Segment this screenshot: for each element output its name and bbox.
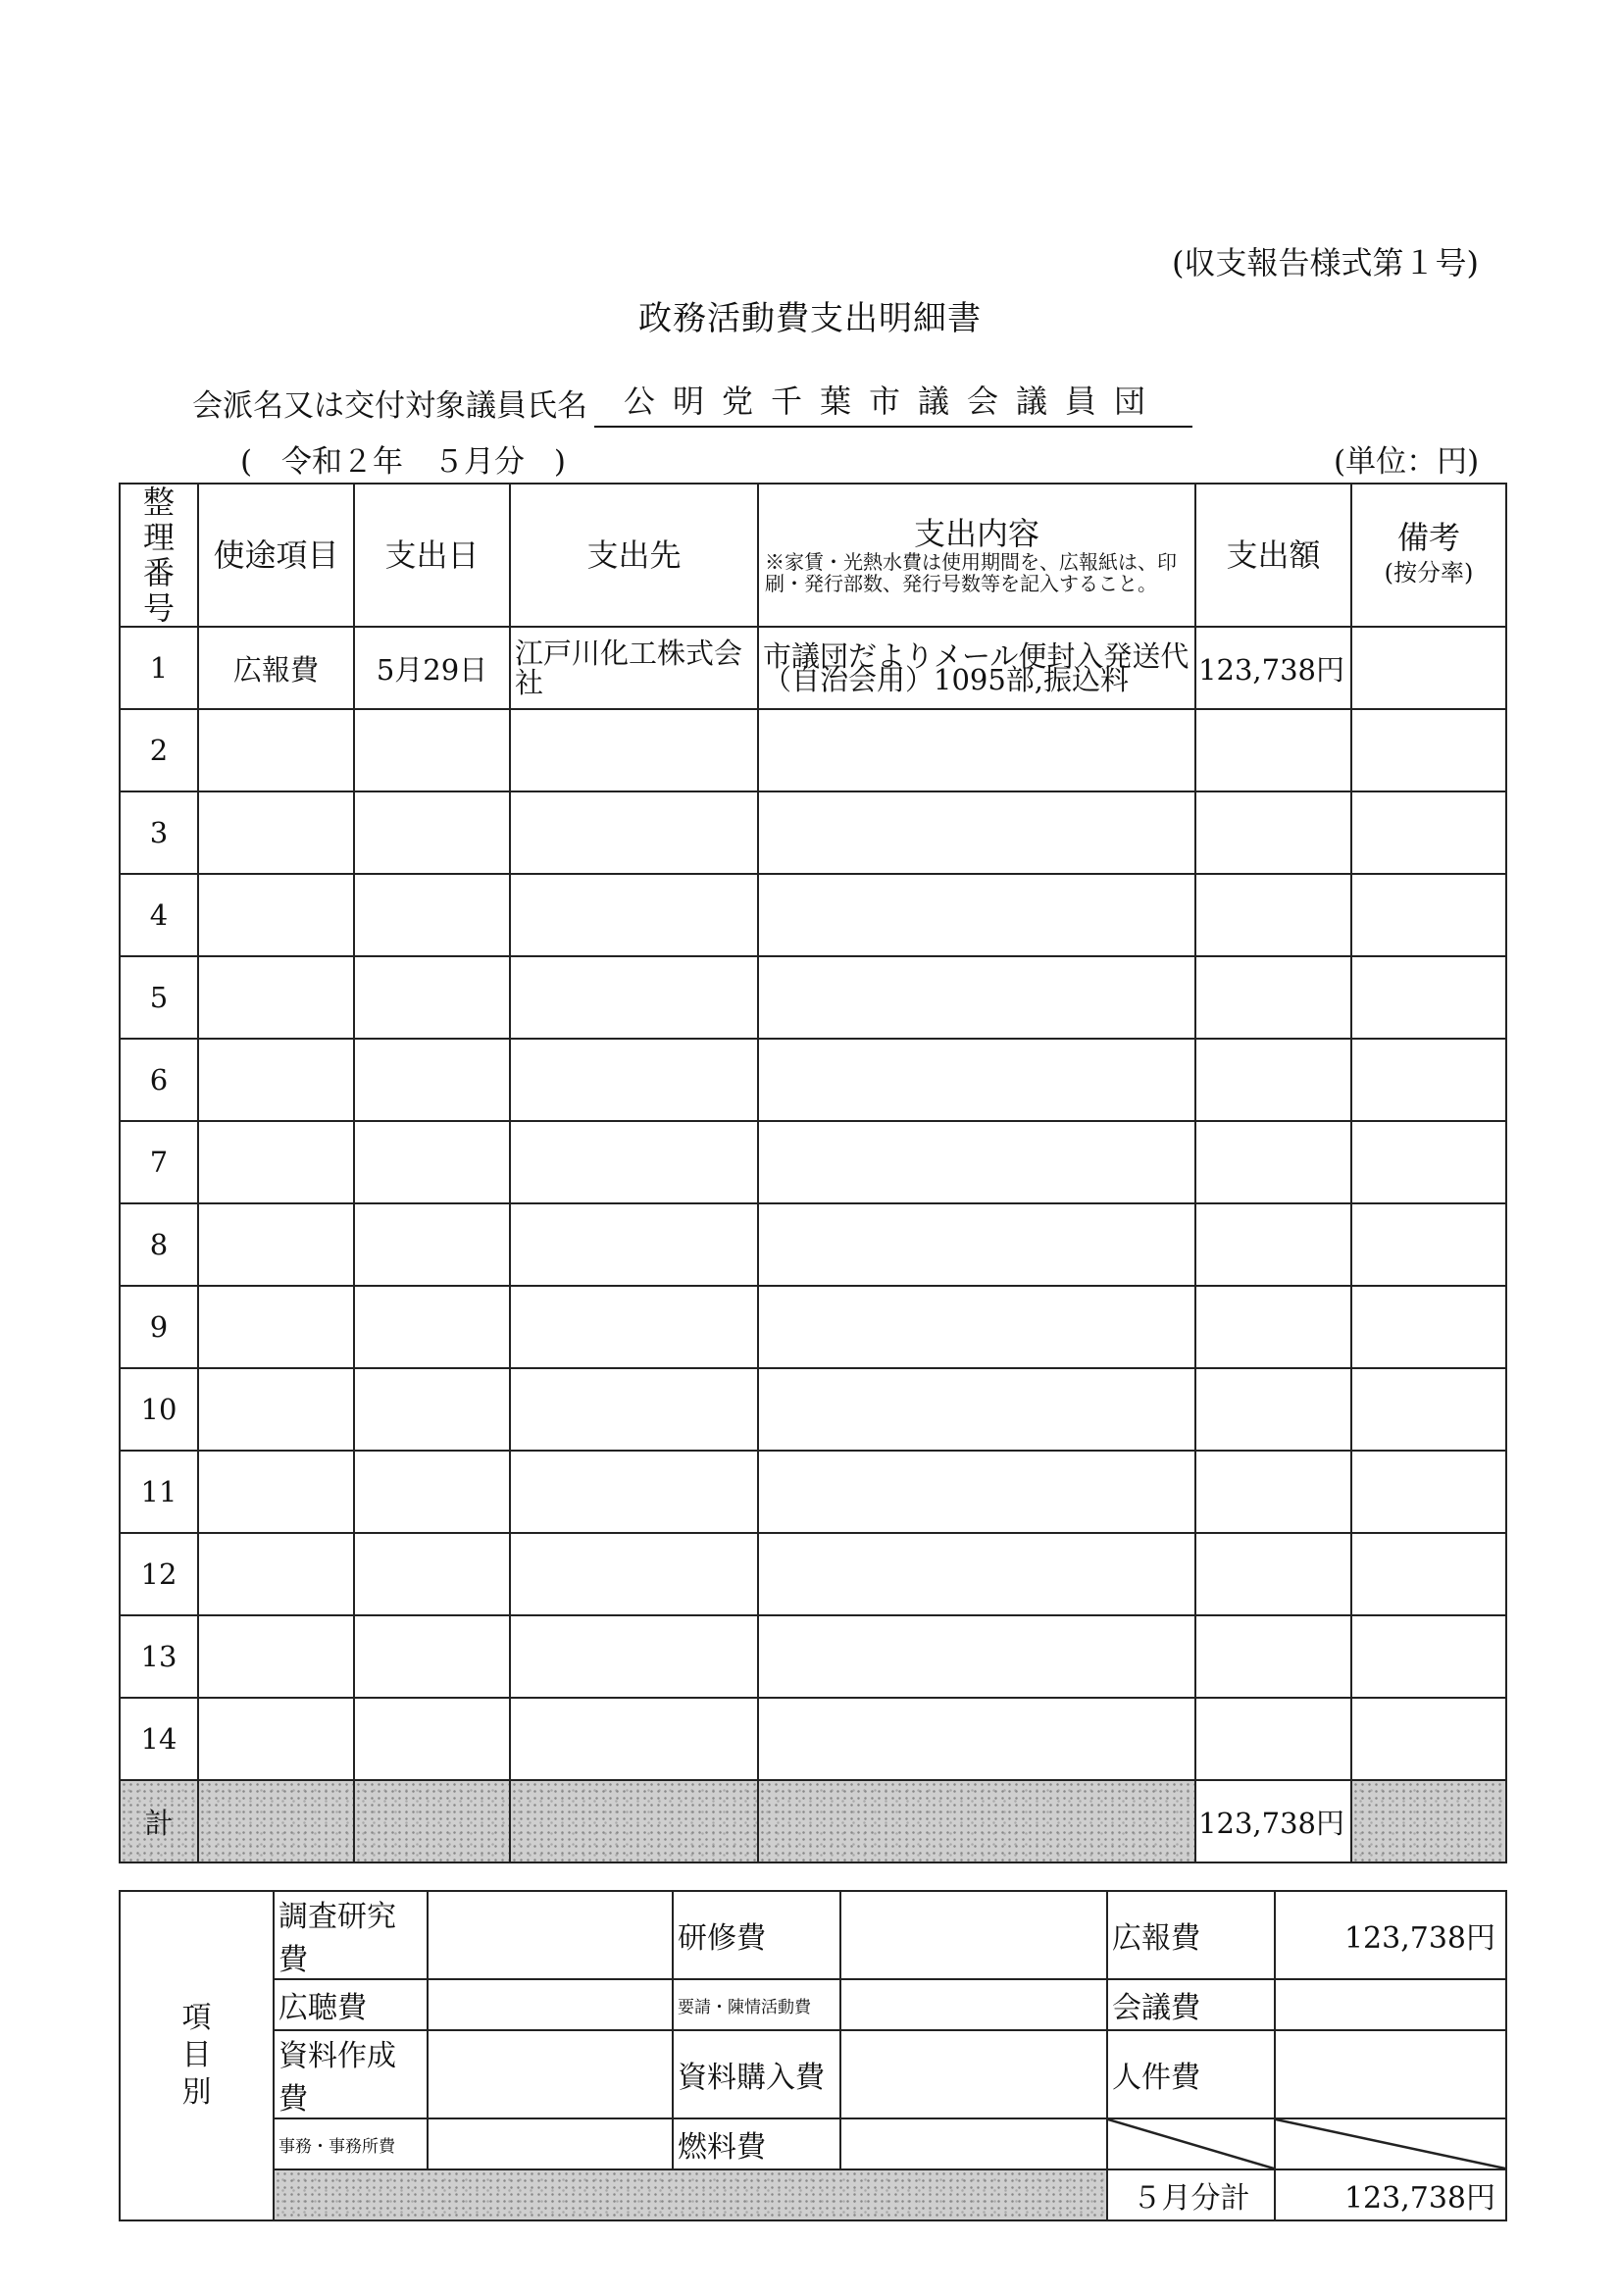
row-purpose (198, 1039, 354, 1121)
table-row (120, 1615, 1506, 1698)
summary-label: 資料作成費 (274, 2030, 428, 2118)
row-number: 9 (120, 1286, 198, 1368)
period-close: ) (553, 444, 566, 480)
row-purpose (198, 1615, 354, 1698)
summary-value: 123,738円 (1275, 1891, 1506, 1979)
row-payee (510, 1698, 758, 1780)
summary-label: 広聴費 (274, 1979, 428, 2030)
row-date (354, 791, 510, 874)
row-remarks (1351, 1533, 1506, 1615)
table-row (120, 791, 1506, 874)
row-remarks (1351, 1286, 1506, 1368)
row-payee (510, 874, 758, 956)
row-remarks (1351, 709, 1506, 791)
row-number: 11 (120, 1451, 198, 1533)
row-date (354, 1698, 510, 1780)
summary-value (840, 2030, 1107, 2118)
row-date (354, 1451, 510, 1533)
table-row (120, 1368, 1506, 1451)
summary-label: 調査研究費 (274, 1891, 428, 1979)
header-purpose: 使途項目 (198, 484, 354, 627)
summary-row (120, 2118, 1506, 2169)
row-purpose: 広報費 (198, 627, 354, 709)
total-blank (354, 1780, 510, 1862)
row-remarks (1351, 1615, 1506, 1698)
row-content (758, 874, 1195, 956)
table-row (120, 956, 1506, 1039)
summary-value (1275, 2030, 1506, 2118)
total-label: 計 (120, 1780, 198, 1862)
row-amount (1195, 1203, 1351, 1286)
header-amount: 支出額 (1195, 484, 1351, 627)
row-remarks (1351, 956, 1506, 1039)
row-purpose (198, 1533, 354, 1615)
row-number: 1 (120, 627, 198, 709)
row-amount (1195, 1451, 1351, 1533)
row-date (354, 1039, 510, 1121)
row-remarks (1351, 874, 1506, 956)
summary-value (428, 2030, 673, 2118)
summary-row (120, 2030, 1506, 2118)
table-row (120, 709, 1506, 791)
table-row (120, 874, 1506, 956)
row-purpose (198, 709, 354, 791)
row-amount: 123,738円 (1195, 627, 1351, 709)
row-purpose (198, 791, 354, 874)
row-number: 7 (120, 1121, 198, 1203)
form-number: (収支報告様式第１号) (1172, 244, 1479, 281)
row-number: 6 (120, 1039, 198, 1121)
summary-label: 燃料費 (673, 2118, 840, 2169)
header-date: 支出日 (354, 484, 510, 627)
header-content-note: ※家賃・光熱水費は使用期間を、広報紙は、印刷・発行部数、発行号数等を記入すること。 (765, 550, 1177, 595)
row-amount (1195, 1039, 1351, 1121)
table-row (120, 1286, 1506, 1368)
row-payee (510, 1451, 758, 1533)
row-content (758, 1203, 1195, 1286)
row-amount (1195, 791, 1351, 874)
table-header-row (120, 484, 1506, 627)
row-amount (1195, 956, 1351, 1039)
summary-total-row (120, 2169, 1506, 2220)
header-content-label: 支出内容 (913, 515, 1039, 552)
total-amount: 123,738円 (1195, 1780, 1351, 1862)
row-purpose (198, 956, 354, 1039)
total-blank (1351, 1780, 1506, 1862)
row-payee (510, 1533, 758, 1615)
summary-value (428, 1979, 673, 2030)
row-remarks (1351, 1368, 1506, 1451)
row-date (354, 1615, 510, 1698)
summary-label: 研修費 (673, 1891, 840, 1979)
row-payee (510, 709, 758, 791)
total-row (120, 1780, 1506, 1862)
summary-shaded-blank (274, 2169, 1107, 2220)
table-row (120, 1121, 1506, 1203)
summary-table (119, 1890, 1507, 2221)
total-blank (758, 1780, 1195, 1862)
row-content (758, 1368, 1195, 1451)
summary-value (840, 1891, 1107, 1979)
row-remarks (1351, 1698, 1506, 1780)
month-total-label: ５月分計 (1107, 2169, 1275, 2220)
row-remarks (1351, 1451, 1506, 1533)
row-content (758, 1286, 1195, 1368)
row-number: 2 (120, 709, 198, 791)
row-amount (1195, 1368, 1351, 1451)
row-amount (1195, 1698, 1351, 1780)
expense-table (119, 483, 1507, 1863)
table-row (120, 1698, 1506, 1780)
row-number: 8 (120, 1203, 198, 1286)
row-number: 10 (120, 1368, 198, 1451)
period-open: ( (240, 444, 253, 480)
org-name: 公明党千葉市議会議員団 (594, 377, 1192, 428)
row-content (758, 1615, 1195, 1698)
row-payee (510, 1203, 758, 1286)
row-purpose (198, 1698, 354, 1780)
document-title: 政務活動費支出明細書 (638, 299, 982, 338)
row-date (354, 874, 510, 956)
row-date (354, 1368, 510, 1451)
row-number: 5 (120, 956, 198, 1039)
row-date (354, 1203, 510, 1286)
header-payee: 支出先 (510, 484, 758, 627)
summary-label: 資料購入費 (673, 2030, 840, 2118)
table-row (120, 627, 1506, 709)
row-remarks (1351, 1039, 1506, 1121)
summary-value (428, 2118, 673, 2169)
row-number: 12 (120, 1533, 198, 1615)
row-number: 13 (120, 1615, 198, 1698)
row-remarks (1351, 1121, 1506, 1203)
row-purpose (198, 1286, 354, 1368)
row-number: 14 (120, 1698, 198, 1780)
row-remarks (1351, 627, 1506, 709)
row-payee (510, 1615, 758, 1698)
header-remarks: 備考 (按分率) (1351, 484, 1506, 627)
summary-value (840, 2118, 1107, 2169)
summary-value (1275, 1979, 1506, 2030)
period-text: 令和２年 ５月分 (280, 444, 525, 480)
summary-row (120, 1979, 1506, 2030)
row-purpose (198, 874, 354, 956)
summary-strike-cell (1107, 2118, 1275, 2169)
summary-strike-cell (1275, 2118, 1506, 2169)
row-payee (510, 1286, 758, 1368)
table-row (120, 1203, 1506, 1286)
summary-row (120, 1891, 1506, 1979)
row-purpose (198, 1451, 354, 1533)
row-content (758, 956, 1195, 1039)
row-content (758, 791, 1195, 874)
unit-label: (単位：円) (1334, 444, 1480, 480)
row-date: 5月29日 (354, 627, 510, 709)
table-row (120, 1039, 1506, 1121)
row-content: 市議団だよりメール便封入発送代（自治会用）1095部,振込料 (758, 627, 1195, 709)
summary-value (428, 1891, 673, 1979)
table-row (120, 1451, 1506, 1533)
total-blank (510, 1780, 758, 1862)
summary-label: 広報費 (1107, 1891, 1275, 1979)
row-remarks (1351, 791, 1506, 874)
period (230, 436, 576, 481)
month-total-value: 123,738円 (1275, 2169, 1506, 2220)
row-amount (1195, 1615, 1351, 1698)
row-payee (510, 791, 758, 874)
row-content (758, 1451, 1195, 1533)
row-content (758, 1121, 1195, 1203)
row-content (758, 1039, 1195, 1121)
row-purpose (198, 1368, 354, 1451)
summary-value (840, 1979, 1107, 2030)
row-date (354, 1121, 510, 1203)
row-purpose (198, 1121, 354, 1203)
row-content (758, 1698, 1195, 1780)
summary-label: 事務・事務所費 (274, 2118, 428, 2169)
row-number: 3 (120, 791, 198, 874)
row-payee (510, 1121, 758, 1203)
row-content (758, 1533, 1195, 1615)
table-row (120, 1533, 1506, 1615)
summary-category-label: 項目別 (120, 1891, 274, 2220)
summary-label: 人件費 (1107, 2030, 1275, 2118)
header-content (758, 484, 1195, 627)
header-number: 整理番号 (120, 484, 198, 627)
summary-label: 会議費 (1107, 1979, 1275, 2030)
row-purpose (198, 1203, 354, 1286)
row-amount (1195, 1286, 1351, 1368)
row-payee: 江戸川化工株式会社 (510, 627, 758, 709)
row-payee (510, 1368, 758, 1451)
row-number: 4 (120, 874, 198, 956)
total-blank (198, 1780, 354, 1862)
row-remarks (1351, 1203, 1506, 1286)
row-date (354, 956, 510, 1039)
row-date (354, 1533, 510, 1615)
row-payee (510, 1039, 758, 1121)
org-label: 会派名又は交付対象議員氏名 (192, 388, 587, 424)
row-amount (1195, 1533, 1351, 1615)
summary-label: 要請・陳情活動費 (673, 1979, 840, 2030)
row-content (758, 709, 1195, 791)
row-date (354, 709, 510, 791)
row-amount (1195, 709, 1351, 791)
row-amount (1195, 1121, 1351, 1203)
row-date (354, 1286, 510, 1368)
row-amount (1195, 874, 1351, 956)
row-payee (510, 956, 758, 1039)
